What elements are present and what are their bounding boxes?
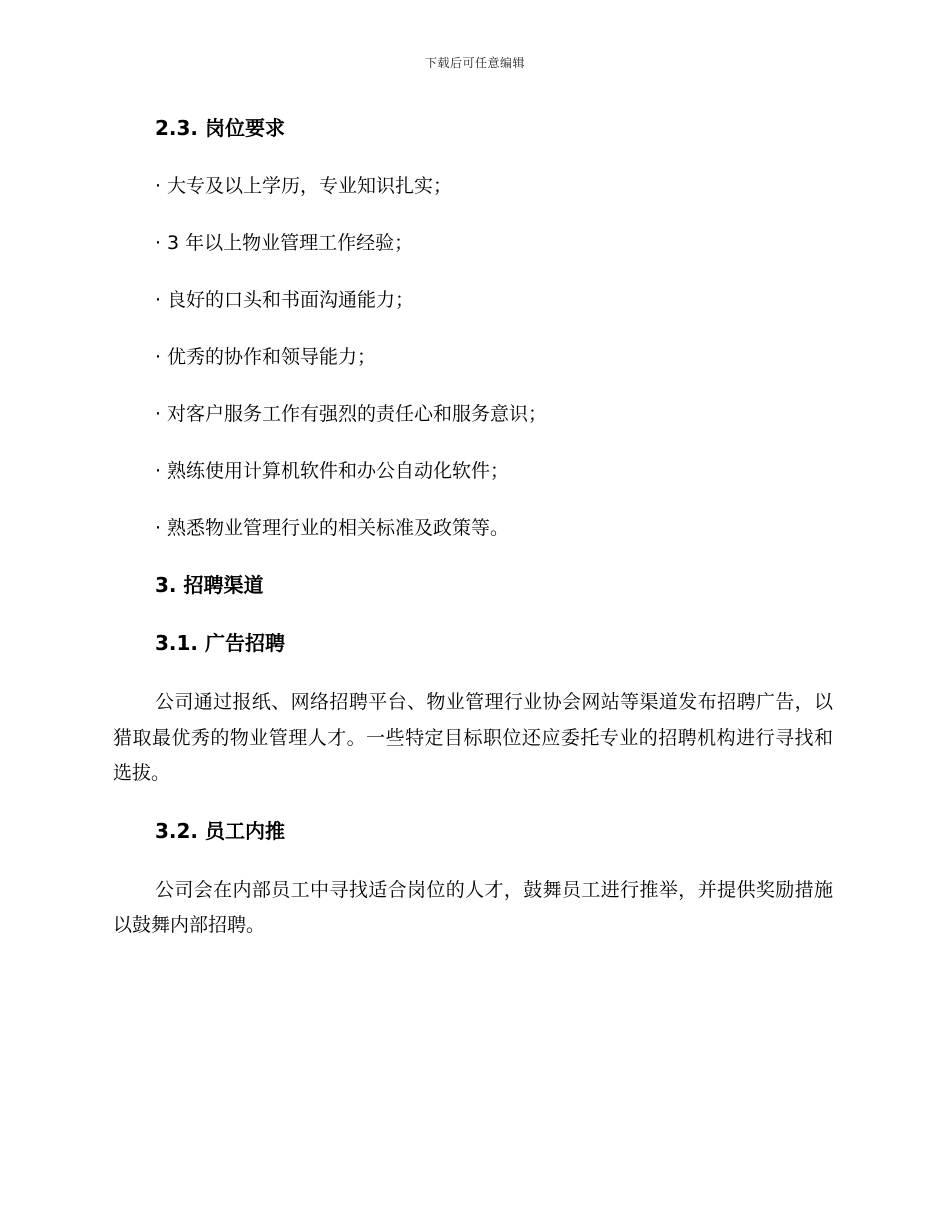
bullet-marker: ·	[155, 175, 162, 197]
list-item	[113, 455, 833, 487]
requirements-list	[113, 170, 833, 544]
bullet-marker: ·	[155, 403, 162, 425]
list-item-text: 大专及以上学历，专业知识扎实；	[167, 175, 453, 197]
page-header: 下载后可任意编辑	[424, 56, 525, 70]
list-item	[113, 170, 833, 202]
bullet-marker: ·	[155, 232, 162, 254]
section-3-1-paragraph: 公司通过报纸、网络招聘平台、物业管理行业协会网站等渠道发布招聘广告，以猎取最优秀的物业管理人才。一些特定目标职位还应委托专业的招聘机构进行寻找和选拔。	[113, 691, 833, 784]
section-3-1-heading: 3.1. 广告招聘	[155, 631, 285, 655]
section-3-heading: 3. 招聘渠道	[155, 573, 264, 597]
list-item-text: 熟练使用计算机软件和办公自动化软件；	[167, 460, 510, 482]
section-3-2-heading: 3.2. 员工内推	[155, 818, 285, 843]
document-body	[113, 112, 833, 967]
section-3-2-paragraph: 公司会在内部员工中寻找适合岗位的人才，鼓舞员工进行推举，并提供奖励措施以鼓舞内部招聘。	[113, 878, 833, 936]
list-item	[113, 512, 833, 544]
list-item	[113, 284, 833, 316]
bullet-marker: ·	[155, 289, 162, 311]
bullet-marker: ·	[155, 460, 162, 482]
list-item-text: 优秀的协作和领导能力；	[167, 346, 377, 368]
list-item	[113, 227, 833, 259]
list-item	[113, 341, 833, 373]
section-2-3-heading: 2.3. 岗位要求	[155, 116, 285, 140]
bullet-marker: ·	[155, 346, 162, 368]
list-item-text: 3 年以上物业管理工作经验；	[167, 232, 414, 254]
list-item-text: 熟悉物业管理行业的相关标准及政策等。	[167, 517, 510, 539]
list-item	[113, 398, 833, 430]
bullet-marker: ·	[155, 517, 162, 539]
list-item-text: 对客户服务工作有强烈的责任心和服务意识；	[167, 403, 548, 425]
list-item-text: 良好的口头和书面沟通能力；	[167, 289, 415, 311]
